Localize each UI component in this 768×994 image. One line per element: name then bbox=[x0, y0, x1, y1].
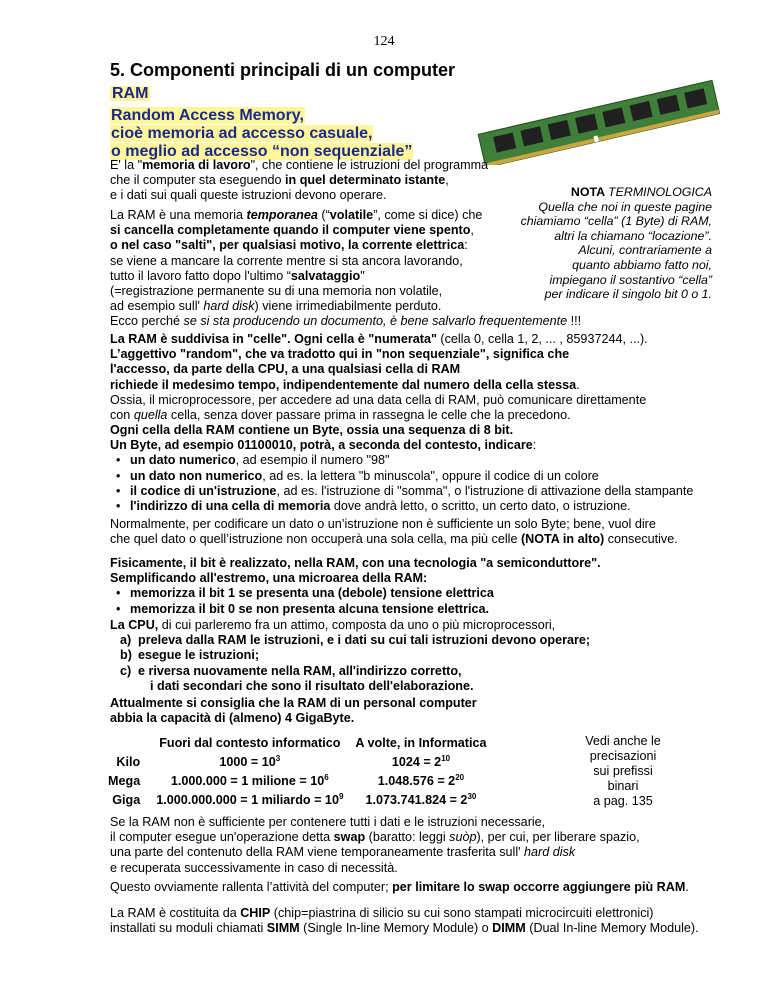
list-item: • memorizza il bit 0 se non presenta alcuna tensione elettrica. bbox=[130, 602, 720, 617]
bit-storage-list bbox=[110, 586, 720, 616]
paragraph-multiple-cells: Normalmente, per codificare un dato o un’istruzione non è sufficiente un solo Byte; bene, vuol dire che quel dato o quell’istruzione non occuperà una sola cella, ma più celle (NOTA in alto) consecutive. bbox=[110, 517, 678, 547]
subtitle-line: cioè memoria ad accesso casuale, bbox=[111, 125, 373, 142]
paragraph-recommended-ram: Attualmente si consiglia che la RAM di un personal computer abbia la capacità di (almeno) 4 GigaByte. bbox=[110, 696, 477, 726]
list-item: a) preleva dalla RAM le istruzioni, e i dati su cui tali istruzioni devono operare; bbox=[120, 633, 591, 648]
list-item: b) esegue le istruzioni; bbox=[120, 648, 260, 663]
subtitle-line: o meglio ad accesso “non sequenziale” bbox=[111, 143, 413, 160]
table-header-row bbox=[102, 734, 493, 753]
list-item: • un dato numerico, ad esempio il numero "98" bbox=[130, 453, 720, 468]
section-title: RAM bbox=[112, 85, 149, 102]
table-row: Kilo $1000 = 10^3$ $1024 = 2^{10}$ bbox=[116, 753, 451, 769]
paragraph-cpu: La CPU, di cui parleremo fra un attimo, composta da uno o più microprocessori, a) preleva dalla RAM le istruzioni, e i dati su cui tali istruzioni devono operare; b) esegue le istruzioni; c) e riversa nuovamente nella RAM, all'indirizzo corretto, i dati secondari che sono il risultato dell'elaborazione. bbox=[110, 618, 720, 694]
cpu-steps-list bbox=[110, 633, 720, 694]
chapter-title: 5. Componenti principali di un computer bbox=[110, 60, 456, 80]
paragraph-volatile: La RAM è una memoria temporanea (“volatile”, come si dice) che si cancella completamente quando il computer viene spento, o nel caso "salti", per qualsiasi motivo, la corrente elettrica: se viene a mancare la corrente mentre si sta ancora lavorando, tutto il lavoro fatto dopo l'ultimo “salvataggio" (=registrazione permanente su di una memoria non volatile, ad esempio sull' hard disk) viene irrimediabilmente perduto. Ecco perché se si sta producendo un documento, è bene salvarlo frequentemente !!! bbox=[110, 208, 582, 329]
page-number: 124 bbox=[373, 34, 395, 49]
paragraph-chip: La RAM è costituita da CHIP (chip=piastrina di silicio su cui sono stampati microcircuiti elettronici) installati su moduli chiamati SIMM (Single In-line Memory Module) o DIMM (Dual In-line Memory Module). bbox=[110, 906, 699, 936]
list-item: c) e riversa nuovamente nella RAM, all'indirizzo corretto, i dati secondari che sono il risultato dell'elaborazione. bbox=[120, 663, 474, 693]
list-item: • un dato non numerico, ad es. la lettera "b minuscola", oppure il codice di un colore bbox=[130, 469, 720, 484]
list-item: • l'indirizzo di una cella di memoria dove andrà letto, o scritto, un certo dato, o istruzione. bbox=[130, 499, 720, 514]
list-item: • memorizza il bit 1 se presenta una (debole) tensione elettrica bbox=[130, 586, 720, 601]
paragraph-ram-working-memory: E' la "memoria di lavoro", che contiene le istruzioni del programma che il computer sta eseguendo in quel determinato istante, e i dati sui quali queste istruzioni devono operare. bbox=[110, 158, 489, 203]
paragraph-swap: Se la RAM non è sufficiente per contenere tutti i dati e le istruzioni necessarie, il computer esegue un'operazione detta swap (baratto: leggi suòp), per cui, per liberare spazio, una parte del contenuto della RAM viene temporaneamente trasferita sull' hard disk e recuperata successivamente in caso di necessità. bbox=[110, 815, 640, 875]
paragraph-swap-slowdown: Questo ovviamente rallenta l’attività del computer; per limitare lo swap occorre aggiungere più RAM. bbox=[110, 880, 689, 894]
ram-module-image bbox=[470, 75, 725, 165]
table-row: Mega 1.000.000 = 1 milione = $10^6$ $1.048.576 = 2^{20}$ bbox=[108, 772, 465, 788]
paragraph-semiconductor: Fisicamente, il bit è realizzato, nella RAM, con una tecnologia "a semiconduttore". Semplificando all'estremo, una microarea della RAM: • memorizza il bit 1 se presenta una (debole) tensione elettrica • memorizza il bit 0 se non presenta alcuna tensione elettrica. bbox=[110, 556, 720, 617]
subtitle bbox=[110, 107, 413, 161]
subtitle-line: Random Access Memory, bbox=[111, 107, 304, 124]
binary-prefix-side-note: Vedi anche le precisazioni sui prefissi binari a pag. 135 bbox=[585, 734, 661, 808]
table-row: Giga 1.000.000.000 = 1 miliardo = $10^9$ $1.073.741.824 = 2^{30}$ bbox=[112, 791, 477, 807]
terminology-note: NOTA TERMINOLOGICA Quella che noi in queste pagine chiamiamo “cella” (1 Byte) di RAM, altri la chiamano “locazione”. Alcuni, contrariamente a quanto abbiamo fatto noi, impiegano il sostantivo “cella” per indicare il singolo bit 0 o 1. bbox=[520, 185, 712, 302]
column-header: Fuori dal contesto informatico bbox=[159, 736, 341, 750]
column-header: A volte, in Informatica bbox=[355, 736, 487, 750]
paragraph-cells: La RAM è suddivisa in "celle". Ogni cella è "numerata" (cella 0, cella 1, 2, ... , 85937244, ...). L’aggettivo "random", che va tradotto qui in "non sequenziale", significa che l'accesso, da parte della CPU, a una qualsiasi cella di RAM richiede il medesimo tempo, indipendentemente dal numero della cella stessa. Ossia, il microprocessore, per accedere ad una data cella di RAM, può comunicare direttamente con quella cella, senza dover passare prima in rassegna le celle che la precedono. bbox=[110, 332, 648, 423]
paragraph-byte: Ogni cella della RAM contiene un Byte, ossia una sequenza di 8 bit. Un Byte, ad esempio 01100010, potrà, a seconda del contesto, indicare: • un dato numerico, ad esempio il numero "98" • un dato non numerico, ad es. la lettera "b minuscola", oppure il codice di un colore • il codice di un'istruzione, ad es. l'istruzione di "somma", o l'istruzione di attivazione della stampante • l'indirizzo di una cella di memoria dove andrà letto, o scritto, un certo dato, o istruzione. bbox=[110, 423, 720, 514]
byte-meaning-list bbox=[110, 453, 720, 514]
list-item: • il codice di un'istruzione, ad es. l'istruzione di "somma", o l'istruzione di attivazione della stampante bbox=[130, 484, 720, 499]
prefix-table bbox=[102, 734, 493, 810]
